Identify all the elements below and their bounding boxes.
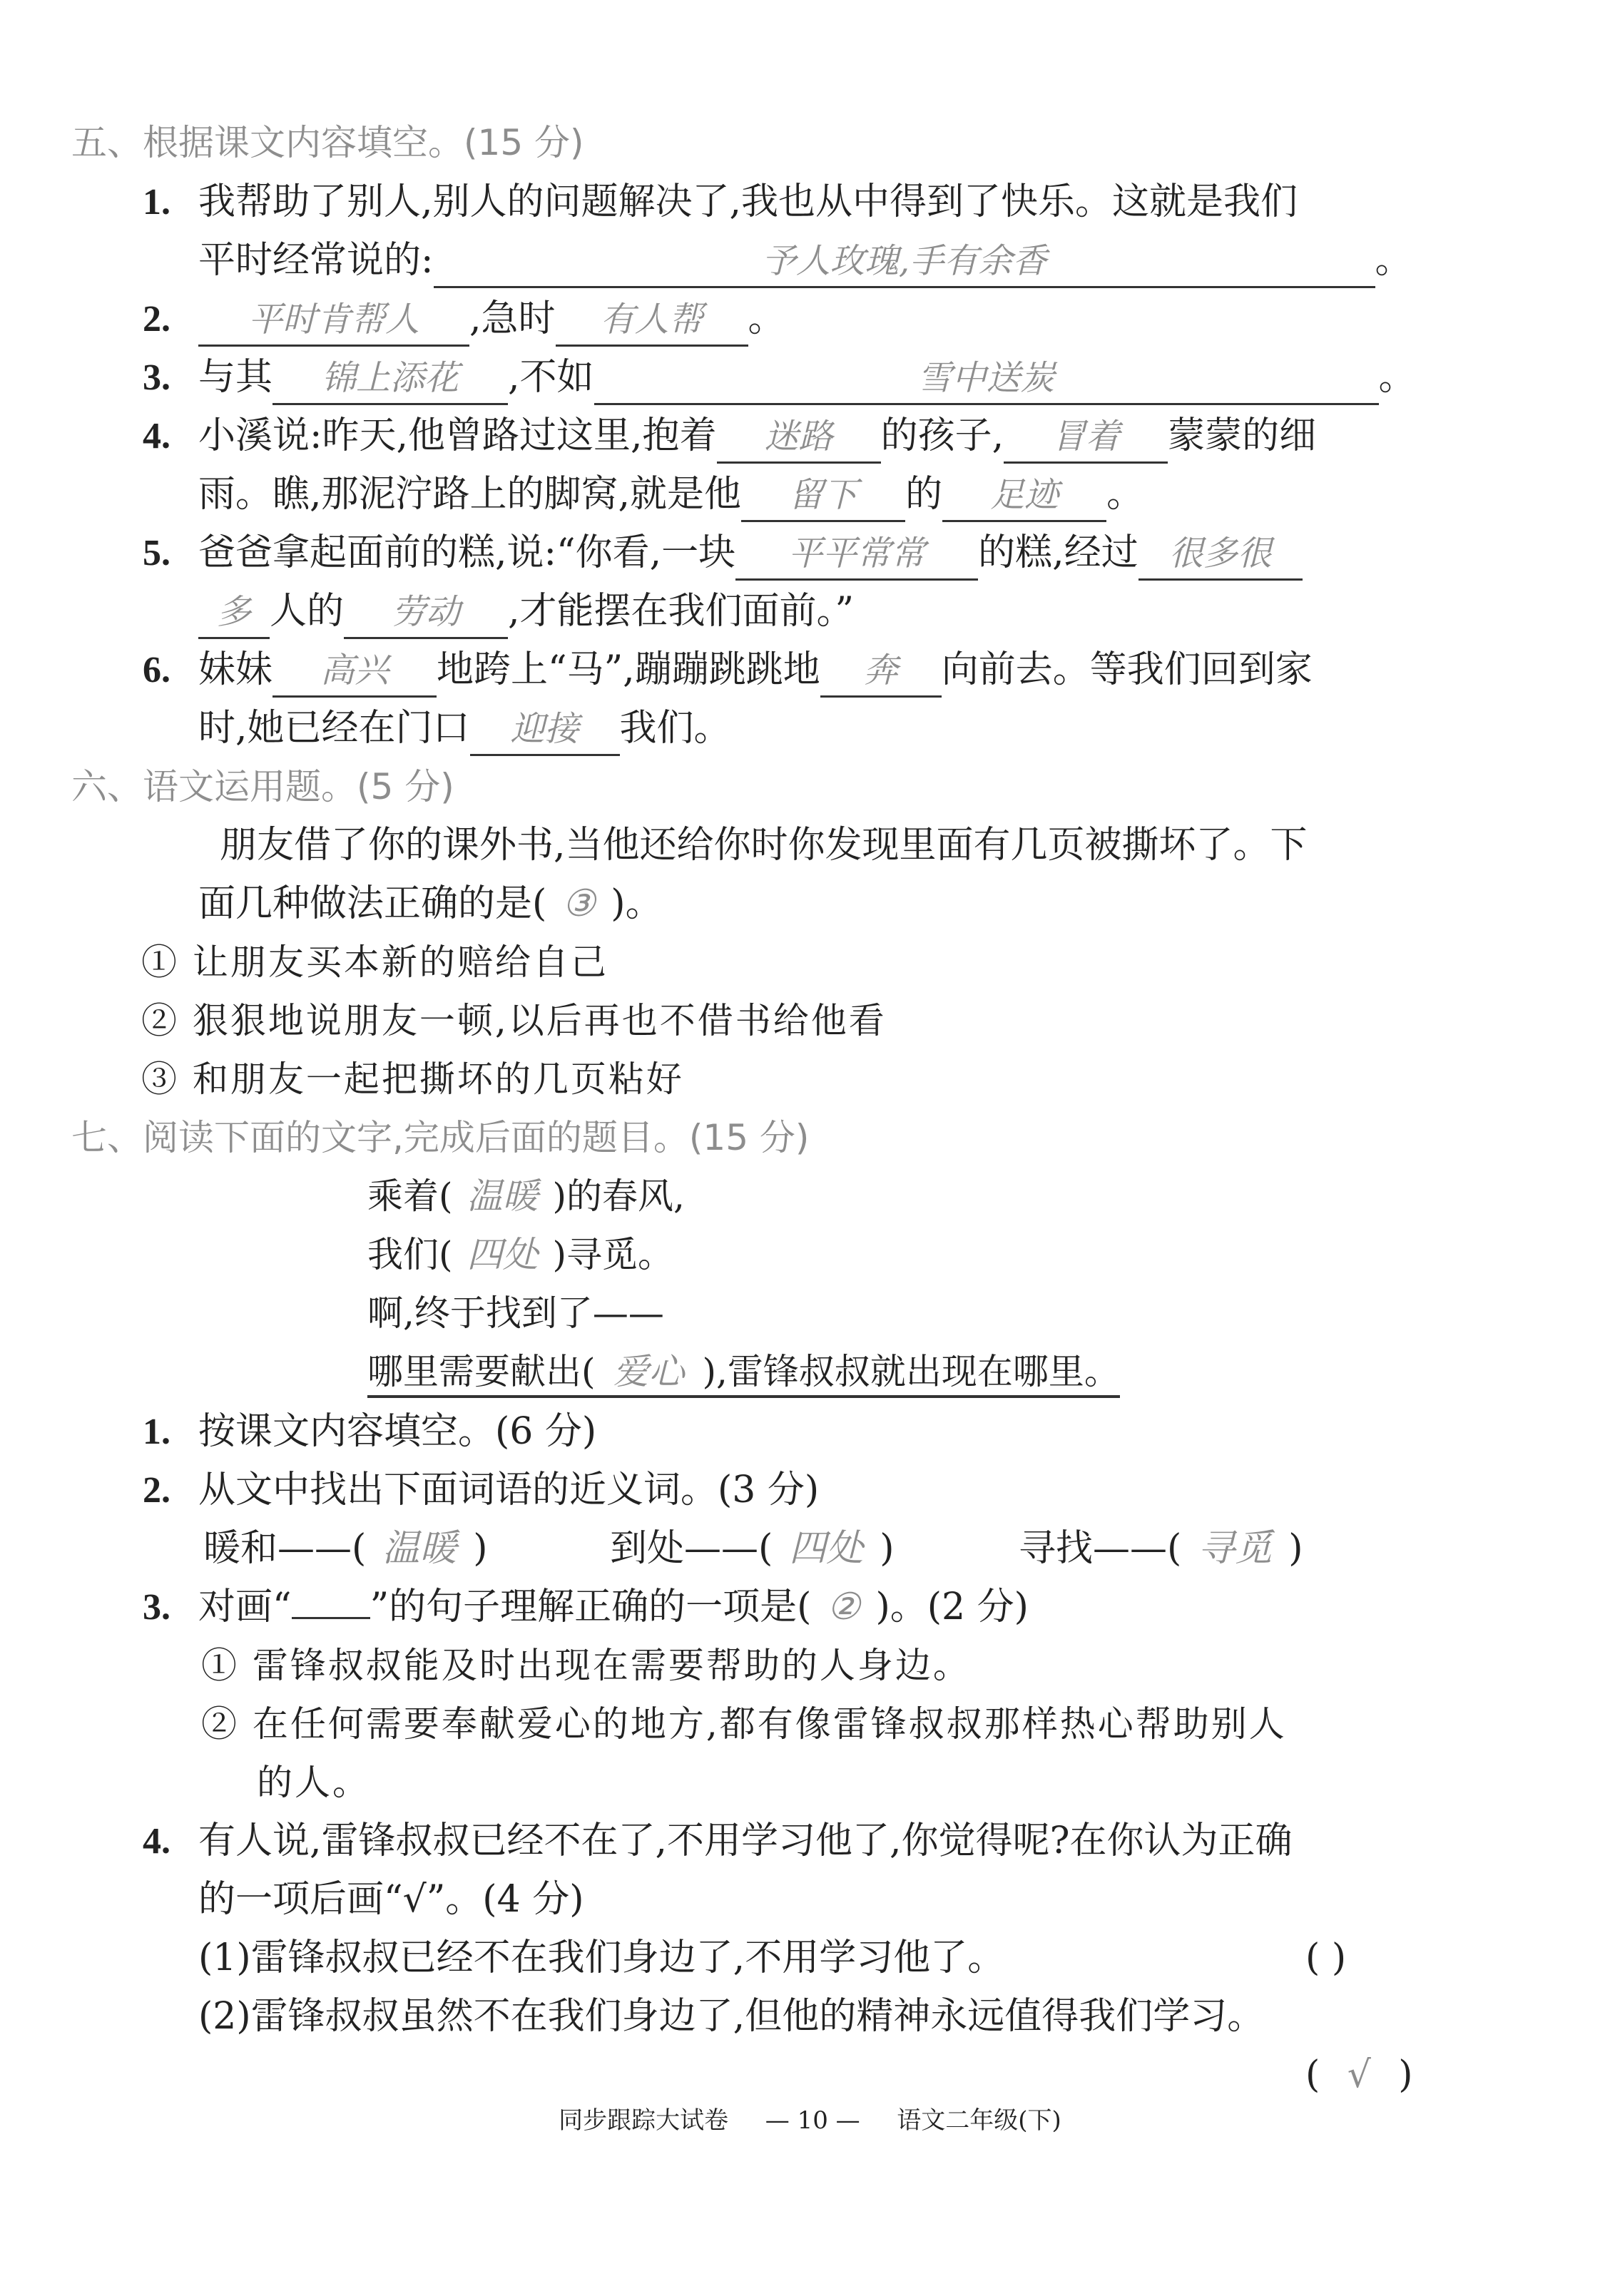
s7-q2-pair-2 [610, 1524, 895, 1573]
poem-text: )寻觅。 [552, 1234, 674, 1275]
poem-text: 啊,终于找到了—— [367, 1292, 664, 1334]
question-text: 从文中找出下面词语的近义词。(3 分) [198, 1469, 820, 1511]
answer-blank[interactable]: 四处 [789, 1527, 864, 1570]
question-number: 5. [143, 533, 170, 573]
punct: ) [1288, 1527, 1303, 1570]
section5-title: 五、根据课文内容填空。(15 分) [71, 122, 584, 163]
s5-q1-line2 [198, 235, 1412, 288]
s5-q6-line1 [143, 645, 1313, 698]
answer-blank[interactable]: 温暖 [467, 1175, 539, 1217]
question-text: 向前去。等我们回到家 [941, 648, 1313, 691]
checkmark-answer: √ [1347, 2053, 1371, 2096]
s7-q3 [143, 1582, 1029, 1633]
s7-q3-option-1: ① 雷锋叔叔能及时出现在需要帮助的人身边。 [201, 1645, 971, 1686]
punct: 。 [1378, 356, 1416, 399]
question-text: 爸爸拿起面前的糕,说:“你看,一块 [198, 531, 736, 574]
question-number: 2. [143, 299, 170, 340]
question-text: 的 [905, 473, 943, 516]
poem-text: 乘着( [367, 1175, 453, 1217]
question-text: 时,她已经在门口 [198, 707, 470, 750]
answer-blank[interactable]: 平平常常 [735, 529, 978, 581]
footer-title: 同步跟踪大试卷 [559, 2106, 729, 2135]
s7-q4-line1 [143, 1816, 1292, 1867]
question-text: 我们。 [619, 707, 731, 750]
question-text: 有人说,雷锋叔叔已经不在了,不用学习他了,你觉得呢?在你认为正确 [198, 1820, 1293, 1862]
question-text: 地跨上“马”,蹦蹦跳跳地 [437, 648, 820, 691]
answer-choice[interactable]: ③ [561, 882, 596, 925]
footer-grade: 语文二年级(下) [897, 2106, 1061, 2135]
s6-option-1: ① 让朋友买本新的赔给自己 [141, 942, 608, 983]
poem-text: 我们( [367, 1234, 453, 1275]
poem-text: )的春风, [552, 1175, 685, 1217]
s7-q2-pair-3 [1019, 1524, 1303, 1573]
s5-q5-line1 [143, 528, 1303, 581]
punct: 。 [748, 297, 785, 340]
answer-blank[interactable]: 留下 [741, 470, 905, 522]
question-text: ,急时 [469, 297, 556, 340]
question-number: 4. [143, 416, 170, 456]
paren-open: ( [1305, 2053, 1320, 2096]
s7-q1 [143, 1407, 596, 1457]
question-text: 对画“ [198, 1586, 292, 1628]
answer-blank[interactable]: 温暖 [382, 1527, 457, 1570]
s5-q6-line2 [198, 703, 731, 756]
punct: 。 [1375, 239, 1412, 282]
answer-blank[interactable]: 予人玫瑰,手有余香 [434, 236, 1375, 288]
s7-q4-line2: 的一项后画“√”。(4 分) [198, 1878, 584, 1921]
s6-option-3: ③ 和朋友一起把撕坏的几页粘好 [141, 1058, 684, 1100]
question-number: 2. [143, 1470, 170, 1511]
question-number: 1. [143, 182, 170, 223]
s5-q3 [143, 352, 1416, 405]
s6-option-2: ② 狠狠地说朋友一顿,以后再也不借书给他看 [141, 1000, 887, 1041]
s5-q1-line1 [143, 177, 1298, 228]
question-text: 按课文内容填空。(6 分) [198, 1410, 597, 1453]
question-text: 面几种做法正确的是( [198, 882, 547, 925]
answer-blank[interactable]: 迎接 [470, 704, 620, 756]
word: 到处——( [610, 1527, 773, 1570]
question-number: 3. [143, 357, 170, 398]
s5-q5-line2 [198, 586, 854, 639]
s7-q4-item-2-check[interactable] [1305, 2050, 1413, 2100]
answer-blank[interactable]: 高兴 [272, 646, 437, 698]
punct: ) [880, 1527, 895, 1570]
punct: ) [473, 1527, 488, 1570]
question-text: 平时经常说的: [198, 239, 434, 282]
answer-blank[interactable]: 很多很 [1138, 529, 1303, 581]
answer-blank[interactable]: 多 [198, 587, 270, 639]
s5-q4-line1 [143, 411, 1316, 464]
word: 暖和——( [203, 1527, 367, 1570]
answer-blank[interactable]: 锦上添花 [272, 353, 508, 405]
question-number: 3. [143, 1587, 170, 1628]
answer-blank[interactable]: 奔 [820, 646, 942, 698]
poem-text: 哪里需要献出( [367, 1351, 596, 1392]
question-text: 我帮助了别人,别人的问题解决了,我也从中得到了快乐。这就是我们 [198, 180, 1298, 223]
question-text: ”的句子理解正确的一项是( [370, 1586, 812, 1628]
s7-q3-option-2-cont: 的人。 [257, 1762, 370, 1803]
word: 寻找——( [1019, 1527, 1182, 1570]
question-number: 4. [143, 1821, 170, 1862]
question-text: 人的 [270, 590, 345, 633]
s7-q4-item-1: (1)雷锋叔叔已经不在我们身边了,不用学习他了。 [198, 1937, 1005, 1979]
answer-choice[interactable]: ② [827, 1586, 860, 1628]
question-text: 小溪说:昨天,他曾路过这里,抱着 [198, 414, 717, 457]
question-text: ,才能摆在我们面前。” [508, 590, 855, 633]
s7-q4-item-1-check[interactable]: ( ) [1305, 1937, 1347, 1979]
punct: 。 [1106, 473, 1144, 516]
answer-blank[interactable]: 平时肯帮人 [198, 295, 469, 347]
poem-line-2 [367, 1230, 673, 1280]
s5-q4-line2 [198, 469, 1143, 522]
s7-q2-pair-1 [203, 1524, 488, 1573]
answer-blank[interactable]: 寻觅 [1198, 1527, 1273, 1570]
answer-blank[interactable]: 迷路 [717, 412, 881, 464]
section6-title: 六、语文运用题。(5 分) [71, 766, 454, 807]
answer-blank[interactable]: 四处 [467, 1234, 539, 1275]
answer-blank[interactable]: 足迹 [942, 470, 1106, 522]
s7-q2 [143, 1465, 819, 1516]
section7-title: 七、阅读下面的文字,完成后面的题目。(15 分) [71, 1117, 810, 1158]
question-text: ,不如 [508, 356, 594, 399]
question-text: 蒙蒙的细 [1168, 414, 1317, 457]
answer-blank[interactable]: 劳动 [344, 587, 508, 639]
underline-sample [292, 1617, 370, 1619]
question-text: 妹妹 [198, 648, 273, 691]
question-number: 1. [143, 1412, 170, 1452]
s6-text-line1: 朋友借了你的课外书,当他还给你时你发现里面有几页被撕坏了。下 [220, 824, 1308, 867]
answer-blank[interactable]: 雪中送炭 [594, 353, 1379, 405]
poem-line-4 [367, 1347, 1120, 1397]
answer-blank[interactable]: 冒着 [1004, 412, 1168, 464]
question-text: 雨。瞧,那泥泞路上的脚窝,就是他 [198, 473, 742, 516]
answer-blank[interactable]: 爱心 [613, 1351, 685, 1392]
question-number: 6. [143, 650, 170, 690]
underlined-sentence [367, 1351, 1120, 1398]
s7-q4-item-2: (2)雷锋叔叔虽然不在我们身边了,但他的精神永远值得我们学习。 [198, 1995, 1265, 2038]
question-text: )。 [611, 882, 663, 925]
question-text: 与其 [198, 356, 273, 399]
question-text: )。(2 分) [875, 1586, 1029, 1628]
poem-line-3 [367, 1288, 664, 1338]
page-footer [0, 2101, 1620, 2136]
page-number: — 10 — [765, 2106, 860, 2135]
poem-line-1 [367, 1171, 685, 1221]
question-text: 的孩子, [880, 414, 1004, 457]
s6-text-line2 [198, 879, 663, 929]
paren-close: ) [1398, 2053, 1413, 2096]
poem-text: ),雷锋叔叔就出现在哪里。 [702, 1351, 1120, 1392]
question-text: 的糕,经过 [978, 531, 1138, 574]
s7-q3-option-2: ② 在任何需要奉献爱心的地方,都有像雷锋叔叔那样热心帮助别人 [201, 1703, 1287, 1745]
answer-blank[interactable]: 有人帮 [556, 295, 748, 347]
s5-q2 [143, 294, 785, 347]
